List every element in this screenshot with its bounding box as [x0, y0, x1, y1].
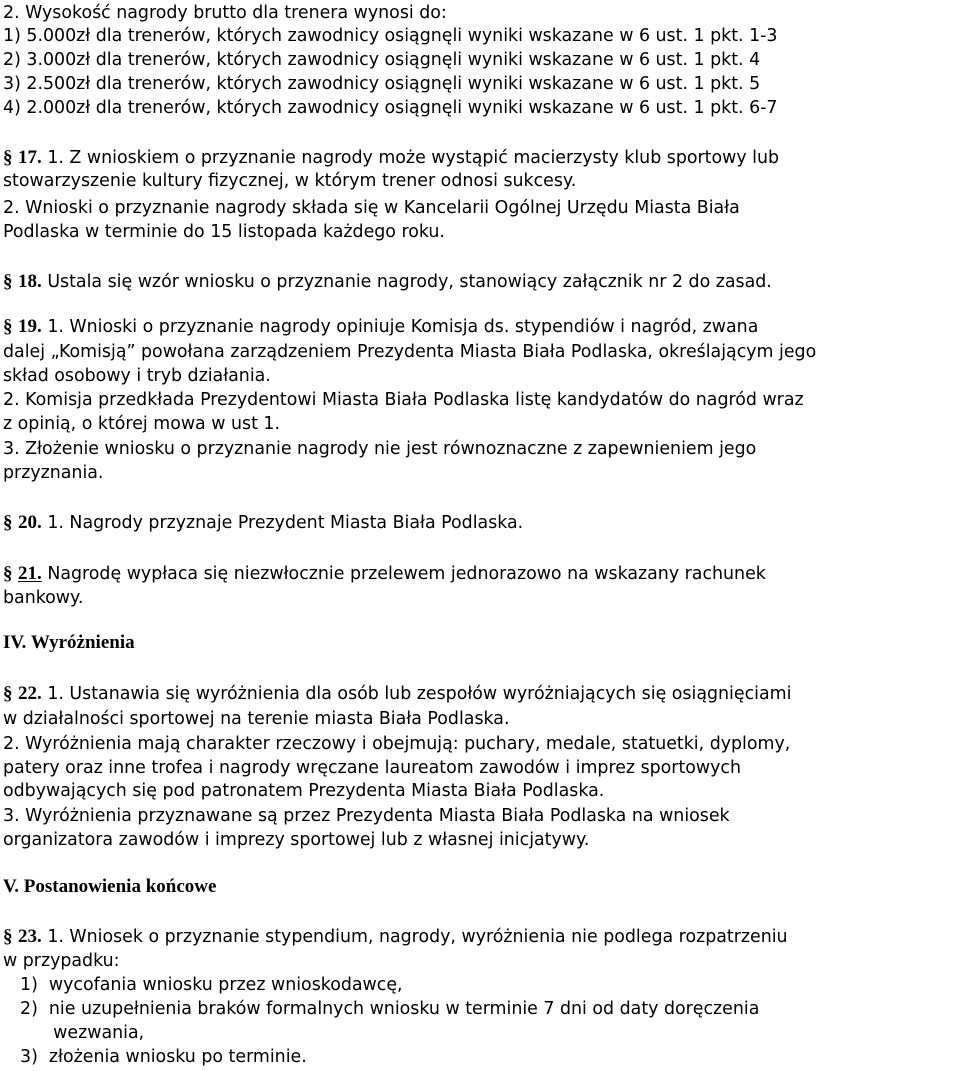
section-symbol-icon: § — [3, 563, 13, 584]
paragraph-19-line-4: 2. Komisja przedkłada Prezydentowi Miasta Biała Podlaska listę kandydatów do nagród wraz — [3, 390, 804, 410]
section-iv-title: IV. Wyróżnienia — [3, 632, 135, 653]
paragraph-23-text-1: 1. Wniosek o przyznanie stypendium, nagrody, wyróżnienia nie podlega rozpatrzeniu — [47, 927, 788, 947]
paragraph-20-number: 20. — [18, 512, 42, 533]
paragraph-18 — [3, 271, 772, 293]
award-item-4: 4) 2.000zł dla trenerów, których zawodnicy osiągnęli wyniki wskazane w 6 ust. 1 pkt. 6-7 — [3, 98, 778, 118]
paragraph-17-number: 17. — [18, 147, 42, 168]
paragraph-17-text-1: 1. Z wnioskiem o przyznanie nagrody może wystąpić macierzysty klub sportowy lub — [47, 148, 780, 168]
paragraph-19-number: 19. — [18, 316, 42, 337]
paragraph-19-line-1 — [3, 316, 758, 338]
award-item-1: 1) 5.000zł dla trenerów, których zawodnicy osiągnęli wyniki wskazane w 6 ust. 1 pkt. 1-3 — [3, 26, 778, 46]
paragraph-19-text-1: 1. Wnioski o przyznanie nagrody opiniuje Komisja ds. stypendiów i nagród, zwana — [47, 317, 759, 337]
paragraph-22-line-5: odbywających się pod patronatem Prezydenta Miasta Biała Podlaska. — [3, 781, 605, 801]
award-item-2: 2) 3.000zł dla trenerów, których zawodnicy osiągnęli wyniki wskazane w 6 ust. 1 pkt. 4 — [3, 50, 761, 70]
paragraph-22-line-4: patery oraz inne trofea i nagrody wręczane laureatom zawodów i imprez sportowych — [3, 758, 742, 778]
section-symbol-icon: § — [3, 683, 13, 704]
paragraph-17-line-2: stowarzyszenie kultury fizycznej, w którym trener odnosi sukcesy. — [3, 171, 577, 191]
paragraph-21-line-1 — [3, 563, 766, 585]
section-symbol-icon: § — [3, 147, 13, 168]
paragraph-18-number: 18. — [18, 271, 42, 292]
paragraph-19-line-2: dalej „Komisją” powołana zarządzeniem Prezydenta Miasta Biała Podlaska, określającym jego — [3, 342, 817, 362]
paragraph-21-number: 21. — [18, 563, 42, 584]
list-item: 2) nie uzupełnienia braków formalnych wniosku w terminie 7 dni od daty doręczenia — [20, 999, 760, 1019]
paragraph-18-text: Ustala się wzór wniosku o przyznanie nagrody, stanowiący załącznik nr 2 do zasad. — [47, 272, 772, 292]
paragraph-19-line-3: skład osobowy i tryb działania. — [3, 366, 271, 386]
section-v-title: V. Postanowienia końcowe — [3, 876, 217, 897]
paragraph-22-number: 22. — [18, 683, 42, 704]
section-symbol-icon: § — [3, 926, 13, 947]
paragraph-22-line-7: organizatora zawodów i imprezy sportowej lub z własnej inicjatywy. — [3, 830, 590, 850]
paragraph-22-line-6: 3. Wyróżnienia przyznawane są przez Prezydenta Miasta Biała Podlaska na wniosek — [3, 806, 730, 826]
paragraph-21-text-1: Nagrodę wypłaca się niezwłocznie przelewem jednorazowo na wskazany rachunek — [47, 564, 766, 584]
paragraph-20 — [3, 512, 523, 534]
paragraph-22-line-1 — [3, 683, 791, 705]
paragraph-19-line-5: z opinią, o której mowa w ust 1. — [3, 414, 281, 434]
paragraph-22-line-2: w działalności sportowej na terenie miasta Biała Podlaska. — [3, 709, 510, 729]
paragraph-19-line-6: 3. Złożenie wniosku o przyznanie nagrody nie jest równoznaczne z zapewnieniem jego — [3, 439, 757, 459]
paragraph-20-text: 1. Nagrody przyznaje Prezydent Miasta Biała Podlaska. — [47, 513, 524, 533]
list-item: wezwania, — [20, 1023, 145, 1043]
paragraph-22-line-3: 2. Wyróżnienia mają charakter rzeczowy i obejmują: puchary, medale, statuetki, dyplomy, — [3, 734, 791, 754]
section-symbol-icon: § — [3, 316, 13, 337]
paragraph-17-line-1 — [3, 147, 779, 169]
paragraph-17-line-3: 2. Wnioski o przyznanie nagrody składa się w Kancelarii Ogólnej Urzędu Miasta Biała — [3, 198, 740, 218]
point-2-header: 2. Wysokość nagrody brutto dla trenera wynosi do: — [3, 3, 447, 23]
section-symbol-icon: § — [3, 271, 13, 292]
list-item: 3) złożenia wniosku po terminie. — [20, 1047, 307, 1067]
paragraph-19-line-7: przyznania. — [3, 463, 104, 483]
paragraph-17-line-4: Podlaska w terminie do 15 listopada każdego roku. — [3, 222, 445, 242]
award-item-3: 3) 2.500zł dla trenerów, których zawodnicy osiągnęli wyniki wskazane w 6 ust. 1 pkt. 5 — [3, 74, 761, 94]
paragraph-23-number: 23. — [18, 926, 42, 947]
paragraph-21-line-2: bankowy. — [3, 588, 84, 608]
paragraph-22-text-1: 1. Ustanawia się wyróżnienia dla osób lub zespołów wyróżniających się osiągnięciami — [47, 684, 792, 704]
section-symbol-icon: § — [3, 512, 13, 533]
paragraph-23-line-2: w przypadku: — [3, 951, 120, 971]
list-item: 1) wycofania wniosku przez wnioskodawcę, — [20, 975, 403, 995]
paragraph-23-line-1 — [3, 926, 788, 948]
